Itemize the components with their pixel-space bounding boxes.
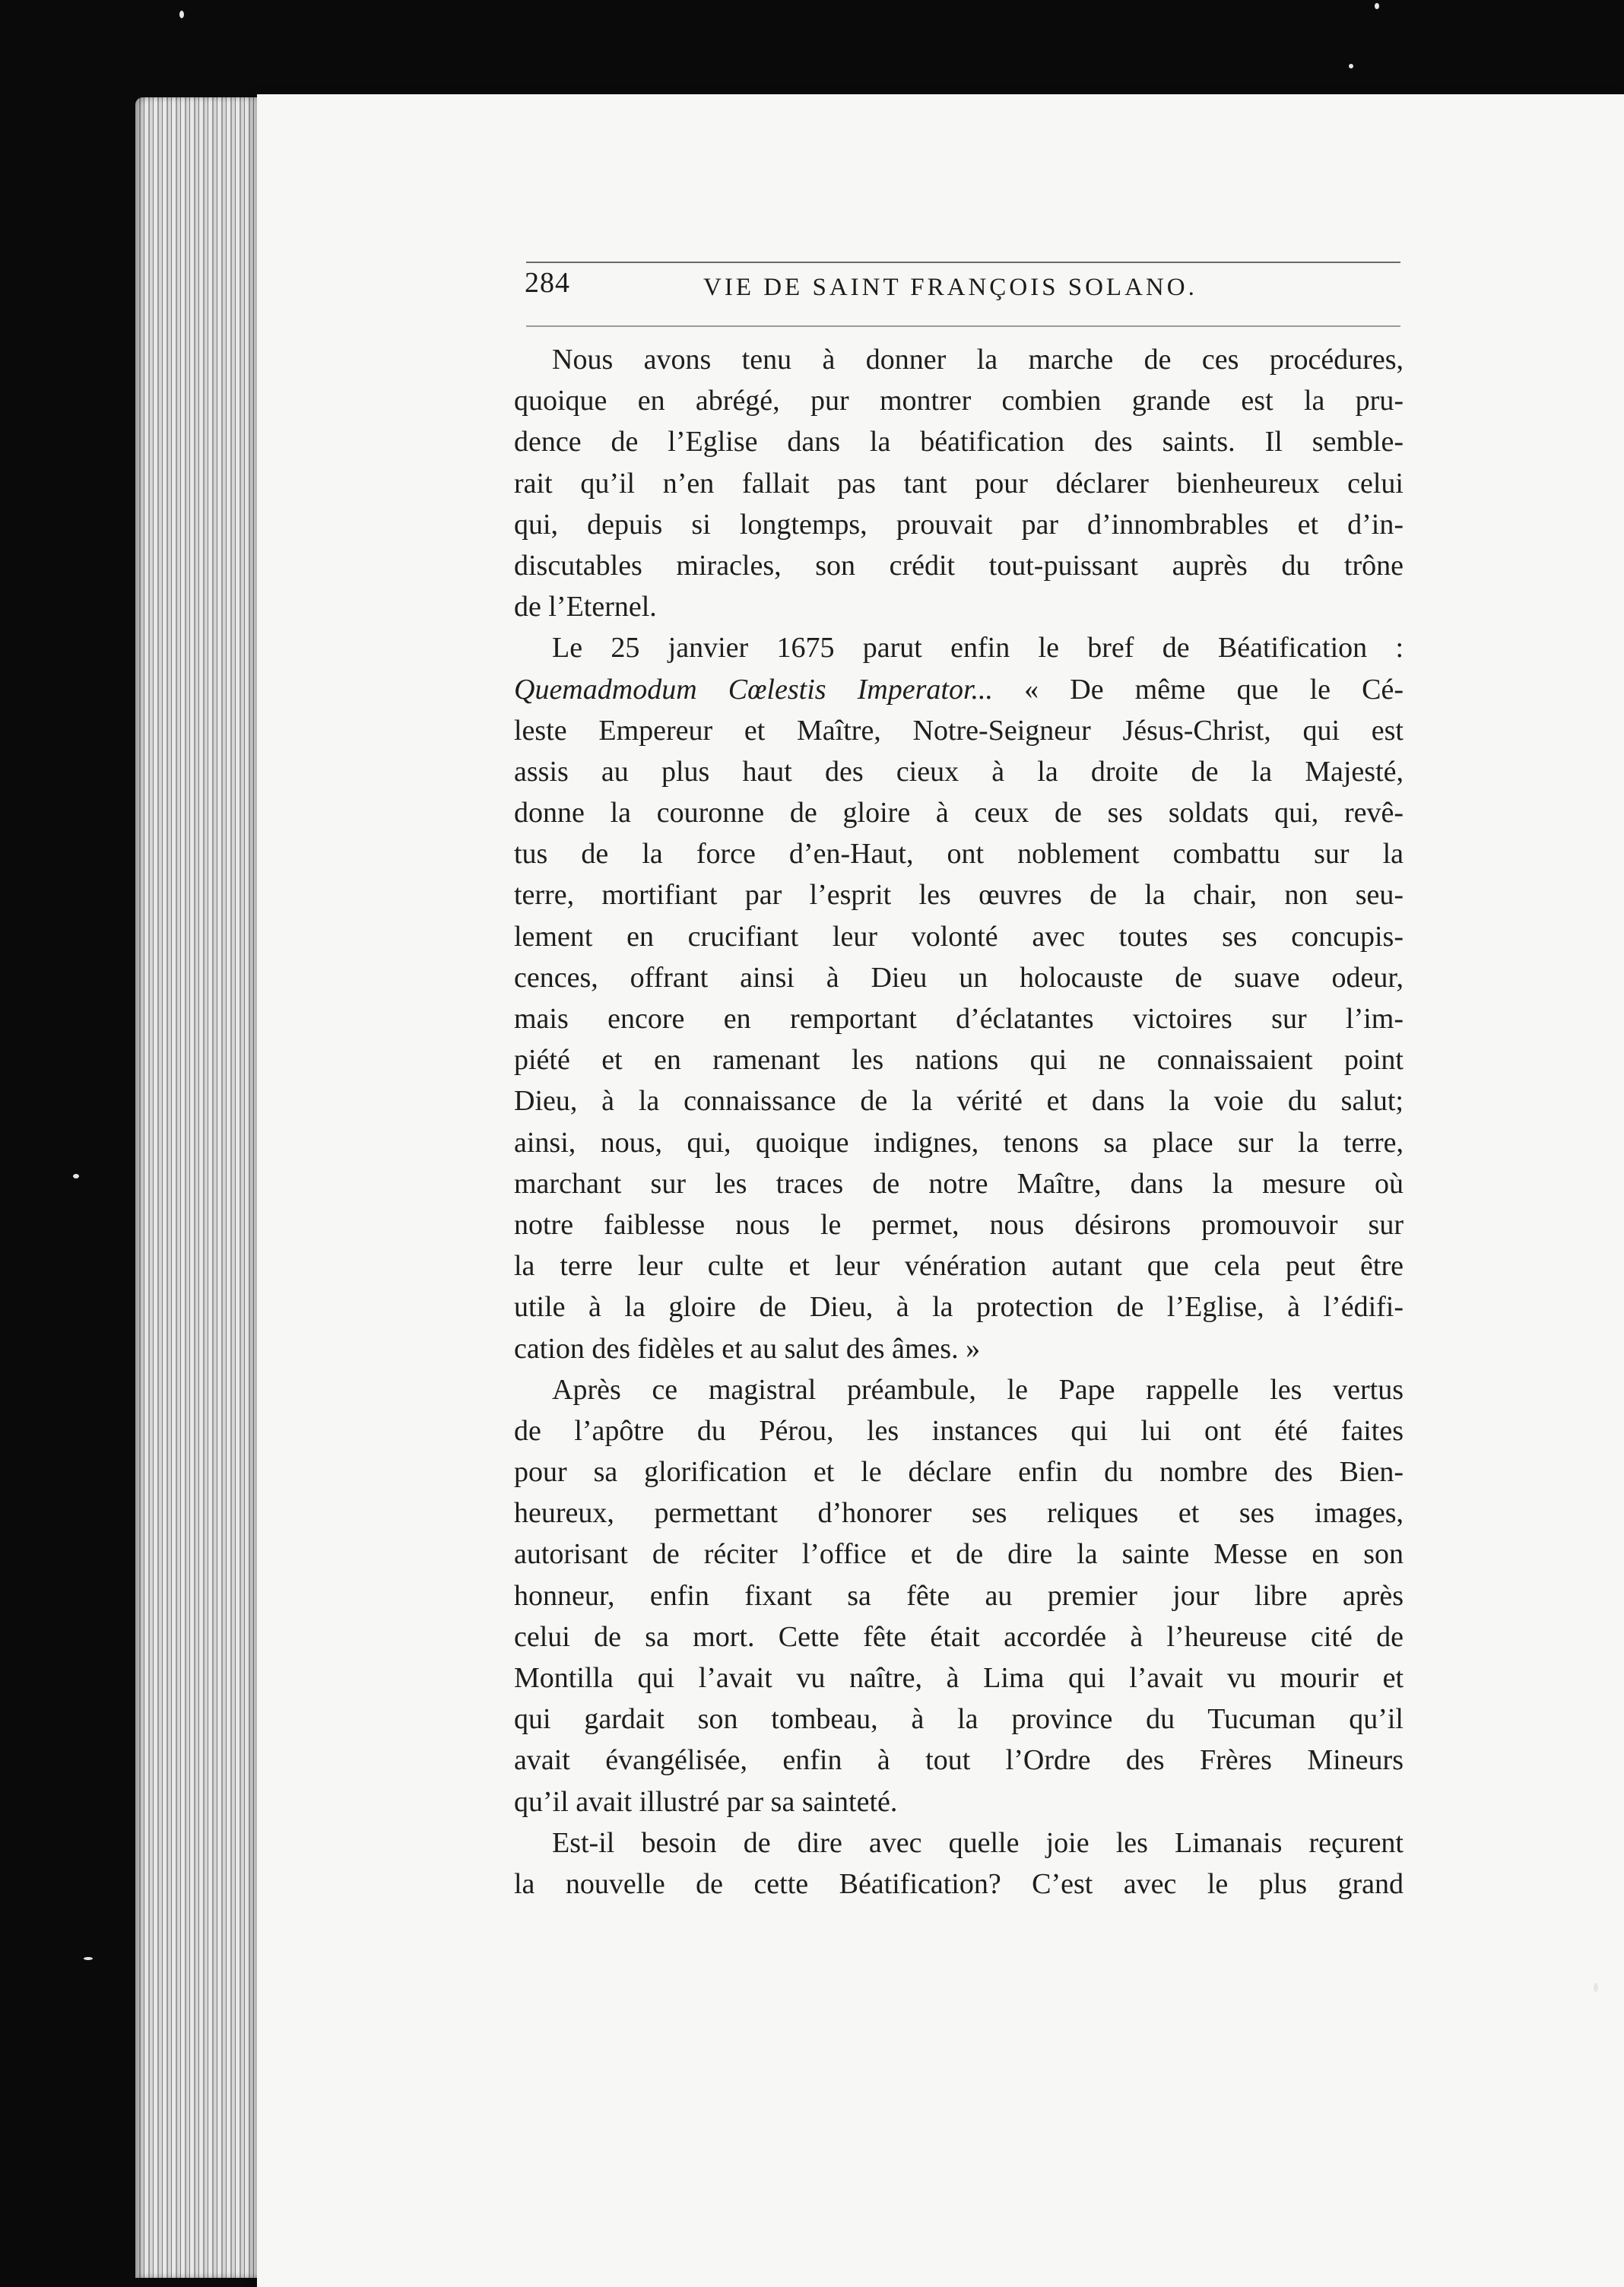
text-line: heureux, permettant d’honorer ses reliques et ses images, bbox=[514, 1497, 1404, 1530]
text-line: donne la couronne de gloire à ceux de ses soldats qui, revê- bbox=[514, 797, 1404, 829]
page-number: 284 bbox=[525, 267, 570, 299]
text-line: terre, mortifiant par l’esprit les œuvres de la chair, non seu- bbox=[514, 879, 1404, 912]
text-line: Montilla qui l’avait vu naître, à Lima qui l’avait vu mourir et bbox=[514, 1662, 1404, 1694]
text-line: qu’il avait illustré par sa sainteté. bbox=[514, 1785, 898, 1818]
text-line: Dieu, à la connaissance de la vérité et dans la voie du salut; bbox=[514, 1085, 1404, 1118]
text-line: qui, depuis si longtemps, prouvait par d’innombrables et d’in- bbox=[514, 508, 1404, 541]
text-line: cation des fidèles et au salut des âmes. » bbox=[514, 1332, 981, 1365]
text-line: notre faiblesse nous le permet, nous désirons promouvoir sur bbox=[514, 1208, 1404, 1241]
text-line: Nous avons tenu à donner la marche de ces procédures, bbox=[552, 344, 1404, 376]
scan-speck bbox=[1349, 64, 1353, 68]
scan-speck bbox=[84, 1957, 93, 1960]
text-segment: « De même que le Cé- bbox=[1024, 673, 1404, 706]
text-line: avait évangélisée, enfin à tout l’Ordre des Frères Mineurs bbox=[514, 1744, 1404, 1777]
text-line: autorisant de réciter l’office et de dire la sainte Messe en son bbox=[514, 1538, 1404, 1571]
text-line: tus de la force d’en-Haut, ont noblement combattu sur la bbox=[514, 838, 1404, 871]
text-line: la nouvelle de cette Béatification? C’est avec le plus grand bbox=[514, 1867, 1404, 1900]
text-line: la terre leur culte et leur vénération autant que cela peut être bbox=[514, 1250, 1404, 1283]
text-line: dence de l’Eglise dans la béatification des saints. Il semble- bbox=[514, 426, 1404, 458]
text-line: ainsi, nous, qui, quoique indignes, tenons sa place sur la terre, bbox=[514, 1126, 1404, 1159]
scan-speck bbox=[1375, 3, 1379, 9]
text-line: rait qu’il n’en fallait pas tant pour déclarer bienheureux celui bbox=[514, 467, 1404, 500]
text-line: piété et en ramenant les nations qui ne connaissaient point bbox=[514, 1044, 1404, 1077]
text-line: de l’apôtre du Pérou, les instances qui lui ont été faites bbox=[514, 1414, 1404, 1447]
text-line: Est-il besoin de dire avec quelle joie les Limanais reçurent bbox=[552, 1826, 1404, 1859]
scan-speck bbox=[73, 1174, 79, 1178]
text-line: qui gardait son tombeau, à la province du Tucuman qu’il bbox=[514, 1703, 1404, 1736]
header-top-rule bbox=[526, 262, 1400, 263]
text-line: lement en crucifiant leur volonté avec toutes ses concupis- bbox=[514, 920, 1404, 953]
text-line: celui de sa mort. Cette fête était accordée à l’heureuse cité de bbox=[514, 1620, 1404, 1653]
text-line: de l’Eternel. bbox=[514, 591, 657, 623]
text-line: mais encore en remportant d’éclatantes victoires sur l’im- bbox=[514, 1003, 1404, 1035]
text-line: assis au plus haut des cieux à la droite de la Majesté, bbox=[514, 755, 1404, 788]
text-line: utile à la gloire de Dieu, à la protection de l’Eglise, à l’édifi- bbox=[514, 1291, 1404, 1324]
header-bottom-rule bbox=[526, 325, 1400, 327]
italic-phrase: Quemadmodum Cœlestis Imperator... bbox=[514, 673, 994, 706]
text-line-with-italic bbox=[514, 669, 1404, 710]
text-line: pour sa glorification et le déclare enfin du nombre des Bien- bbox=[514, 1456, 1404, 1489]
scan-speck bbox=[179, 11, 184, 18]
scan-speck bbox=[1594, 1983, 1598, 1992]
text-line: discutables miracles, son crédit tout-puissant auprès du trône bbox=[514, 549, 1404, 582]
text-line: Après ce magistral préambule, le Pape rappelle les vertus bbox=[552, 1373, 1404, 1406]
running-title: VIE DE SAINT FRANÇOIS SOLANO. bbox=[703, 274, 1197, 301]
text-line: marchant sur les traces de notre Maître, dans la mesure où bbox=[514, 1167, 1404, 1200]
text-line: honneur, enfin fixant sa fête au premier jour libre après bbox=[514, 1579, 1404, 1612]
book-page-edges bbox=[135, 97, 266, 2278]
text-line: quoique en abrégé, pur montrer combien grande est la pru- bbox=[514, 385, 1404, 417]
body-text bbox=[514, 339, 1404, 1905]
text-line: cences, offrant ainsi à Dieu un holocauste de suave odeur, bbox=[514, 961, 1404, 994]
text-line: Le 25 janvier 1675 parut enfin le bref de Béatification : bbox=[552, 632, 1404, 665]
text-line: leste Empereur et Maître, Notre-Seigneur Jésus-Christ, qui est bbox=[514, 714, 1404, 747]
